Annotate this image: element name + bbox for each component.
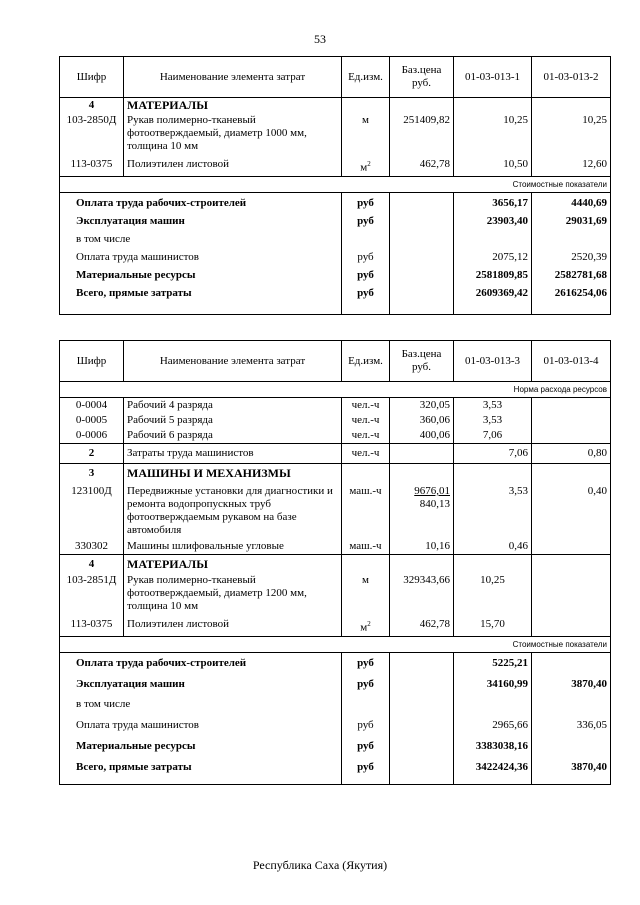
summary-col2: 3870,40 <box>532 671 611 692</box>
row-col2 <box>532 428 611 444</box>
summary-unit: руб <box>342 733 390 754</box>
row-name: Рабочий 6 разряда <box>124 428 342 444</box>
section-number: 3 <box>60 464 124 482</box>
row-unit: чел.-ч <box>342 444 390 464</box>
summary-col2: 2520,39 <box>532 247 611 265</box>
row-price <box>390 481 454 538</box>
row-name: Полиэтилен листовой <box>124 154 342 176</box>
summary-row <box>60 692 611 712</box>
resource-table-1 <box>59 56 611 315</box>
summary-row <box>60 265 611 283</box>
row-col1: 3,53 <box>454 481 532 538</box>
header-col1: 01-03-013-3 <box>454 341 532 382</box>
row-code: 103-2851Д <box>60 572 124 614</box>
price-main: 9676,01 <box>414 485 450 497</box>
summary-col1: 2609369,42 <box>454 283 532 315</box>
section-title: МАТЕРИАЛЫ <box>124 555 342 573</box>
row-code: 113-0375 <box>60 154 124 176</box>
row-unit: чел.-ч <box>342 398 390 414</box>
summary-label: Оплата труда машинистов <box>60 247 342 265</box>
summary-row <box>60 652 611 671</box>
summary-row <box>60 229 611 247</box>
section-number: 4 <box>60 555 124 573</box>
summary-col2: 2582781,68 <box>532 265 611 283</box>
summary-label: Материальные ресурсы <box>60 733 342 754</box>
summary-unit: руб <box>342 265 390 283</box>
header-price: Баз.цена руб. <box>390 341 454 382</box>
table-row <box>60 398 611 414</box>
summary-col1: 3383038,16 <box>454 733 532 754</box>
row-price: 10,16 <box>390 538 454 555</box>
summary-label: Оплата труда рабочих-строителей <box>60 192 342 211</box>
norm-label: Норма расхода ресурсов <box>60 382 611 398</box>
summary-col1: 34160,99 <box>454 671 532 692</box>
row-col2 <box>532 572 611 614</box>
cost-indicators-label: Стоимостные показатели <box>60 176 611 192</box>
row-name: Рабочий 5 разряда <box>124 413 342 428</box>
row-col1: 7,06 <box>454 428 532 444</box>
table-header <box>60 57 611 98</box>
row-col1: 7,06 <box>454 444 532 464</box>
summary-label: Эксплуатация машин <box>60 211 342 229</box>
row-unit: чел.-ч <box>342 428 390 444</box>
section-title: МАТЕРИАЛЫ <box>124 98 342 114</box>
row-price: 400,06 <box>390 428 454 444</box>
cost-indicators-label: Стоимостные показатели <box>60 636 611 652</box>
summary-label: Эксплуатация машин <box>60 671 342 692</box>
row-name: Рукав полимерно-тканевый фотоотверждаемый, диаметр 1200 мм, толщина 10 мм <box>124 572 342 614</box>
row-col1: 0,46 <box>454 538 532 555</box>
row-price: 462,78 <box>390 614 454 636</box>
header-col1: 01-03-013-1 <box>454 57 532 98</box>
unit-superscript: 2 <box>367 620 371 628</box>
row-col2: 0,40 <box>532 481 611 538</box>
summary-unit: руб <box>342 192 390 211</box>
section-title: МАШИНЫ И МЕХАНИЗМЫ <box>124 464 342 482</box>
table-row <box>60 572 611 614</box>
header-code: Шифр <box>60 341 124 382</box>
row-code: 0-0006 <box>60 428 124 444</box>
summary-unit: руб <box>342 652 390 671</box>
row-col2 <box>532 538 611 555</box>
header-name: Наименование элемента затрат <box>124 57 342 98</box>
row-unit: маш.-ч <box>342 538 390 555</box>
row-col2 <box>532 413 611 428</box>
table-row <box>60 444 611 464</box>
summary-label: Всего, прямые затраты <box>60 283 342 315</box>
table-row <box>60 428 611 444</box>
summary-unit: руб <box>342 754 390 785</box>
unit-text: м <box>360 621 368 634</box>
row-price: 320,05 <box>390 398 454 414</box>
header-name: Наименование элемента затрат <box>124 341 342 382</box>
row-col2: 0,80 <box>532 444 611 464</box>
row-code: 0-0005 <box>60 413 124 428</box>
norm-bar <box>60 382 611 398</box>
summary-unit: руб <box>342 671 390 692</box>
summary-col1: 2581809,85 <box>454 265 532 283</box>
table-row <box>60 113 611 154</box>
row-unit <box>342 154 390 176</box>
summary-col2: 3870,40 <box>532 754 611 785</box>
row-price: 360,06 <box>390 413 454 428</box>
summary-unit: руб <box>342 283 390 315</box>
cost-indicators-bar <box>60 636 611 652</box>
row-price: 462,78 <box>390 154 454 176</box>
summary-col1: 3422424,36 <box>454 754 532 785</box>
section-row <box>60 98 611 114</box>
summary-col2: 2616254,06 <box>532 283 611 315</box>
row-price <box>390 444 454 464</box>
summary-row <box>60 712 611 733</box>
summary-label: Материальные ресурсы <box>60 265 342 283</box>
section-row <box>60 555 611 573</box>
row-code: 103-2850Д <box>60 113 124 154</box>
summary-col2: 336,05 <box>532 712 611 733</box>
resource-table-2 <box>59 340 611 785</box>
summary-unit: руб <box>342 247 390 265</box>
row-name: Машины шлифовальные угловые <box>124 538 342 555</box>
summary-unit: руб <box>342 712 390 733</box>
row-code: 2 <box>60 444 124 464</box>
summary-unit: руб <box>342 211 390 229</box>
header-price: Баз.цена руб. <box>390 57 454 98</box>
header-unit: Ед.изм. <box>342 341 390 382</box>
unit-superscript: 2 <box>367 160 371 168</box>
header-unit: Ед.изм. <box>342 57 390 98</box>
summary-row <box>60 247 611 265</box>
table-header <box>60 341 611 382</box>
row-name: Полиэтилен листовой <box>124 614 342 636</box>
summary-col2: 4440,69 <box>532 192 611 211</box>
summary-row <box>60 754 611 785</box>
summary-row <box>60 192 611 211</box>
row-col1: 10,50 <box>454 154 532 176</box>
row-col2 <box>532 614 611 636</box>
summary-col2 <box>532 652 611 671</box>
row-col1: 10,25 <box>454 572 532 614</box>
row-name: Рабочий 4 разряда <box>124 398 342 414</box>
row-price: 329343,66 <box>390 572 454 614</box>
row-col1: 3,53 <box>454 398 532 414</box>
summary-row <box>60 211 611 229</box>
row-col1: 15,70 <box>454 614 532 636</box>
page-number: 53 <box>314 32 326 46</box>
table-row <box>60 538 611 555</box>
row-name: Затраты труда машинистов <box>124 444 342 464</box>
row-col1: 3,53 <box>454 413 532 428</box>
summary-col1: 2075,12 <box>454 247 532 265</box>
summary-row <box>60 283 611 315</box>
page-footer: Республика Саха (Якутия) <box>252 858 388 872</box>
row-name: Передвижные установки для диагностики и ремонта водопропускных труб фотоотверждаемым рукавом на базе автомобиля <box>124 481 342 538</box>
row-col2 <box>532 398 611 414</box>
cost-indicators-bar <box>60 176 611 192</box>
summary-row <box>60 671 611 692</box>
row-unit: чел.-ч <box>342 413 390 428</box>
summary-row <box>60 733 611 754</box>
row-unit: маш.-ч <box>342 481 390 538</box>
summary-label: в том числе <box>60 692 342 712</box>
table-row <box>60 154 611 176</box>
section-row <box>60 464 611 482</box>
row-name: Рукав полимерно-тканевый фотоотверждаемый, диаметр 1000 мм, толщина 10 мм <box>124 113 342 154</box>
unit-text: м <box>360 161 368 174</box>
summary-label: Оплата труда рабочих-строителей <box>60 652 342 671</box>
summary-label: Оплата труда машинистов <box>60 712 342 733</box>
table-row <box>60 413 611 428</box>
summary-col1: 3656,17 <box>454 192 532 211</box>
header-col2: 01-03-013-2 <box>532 57 611 98</box>
row-col2: 12,60 <box>532 154 611 176</box>
summary-col1: 2965,66 <box>454 712 532 733</box>
summary-col2 <box>532 733 611 754</box>
row-code: 113-0375 <box>60 614 124 636</box>
row-unit <box>342 614 390 636</box>
summary-label: в том числе <box>60 229 342 247</box>
row-code: 123100Д <box>60 481 124 538</box>
summary-col1: 5225,21 <box>454 652 532 671</box>
section-number: 4 <box>60 98 124 114</box>
row-unit: м <box>342 572 390 614</box>
row-price: 251409,82 <box>390 113 454 154</box>
price-secondary: 840,13 <box>419 498 450 510</box>
summary-col1: 23903,40 <box>454 211 532 229</box>
summary-col2: 29031,69 <box>532 211 611 229</box>
row-unit: м <box>342 113 390 154</box>
table-row <box>60 614 611 636</box>
table-row <box>60 481 611 538</box>
row-col2: 10,25 <box>532 113 611 154</box>
row-code: 0-0004 <box>60 398 124 414</box>
summary-label: Всего, прямые затраты <box>60 754 342 785</box>
header-col2: 01-03-013-4 <box>532 341 611 382</box>
row-col1: 10,25 <box>454 113 532 154</box>
row-code: 330302 <box>60 538 124 555</box>
header-code: Шифр <box>60 57 124 98</box>
